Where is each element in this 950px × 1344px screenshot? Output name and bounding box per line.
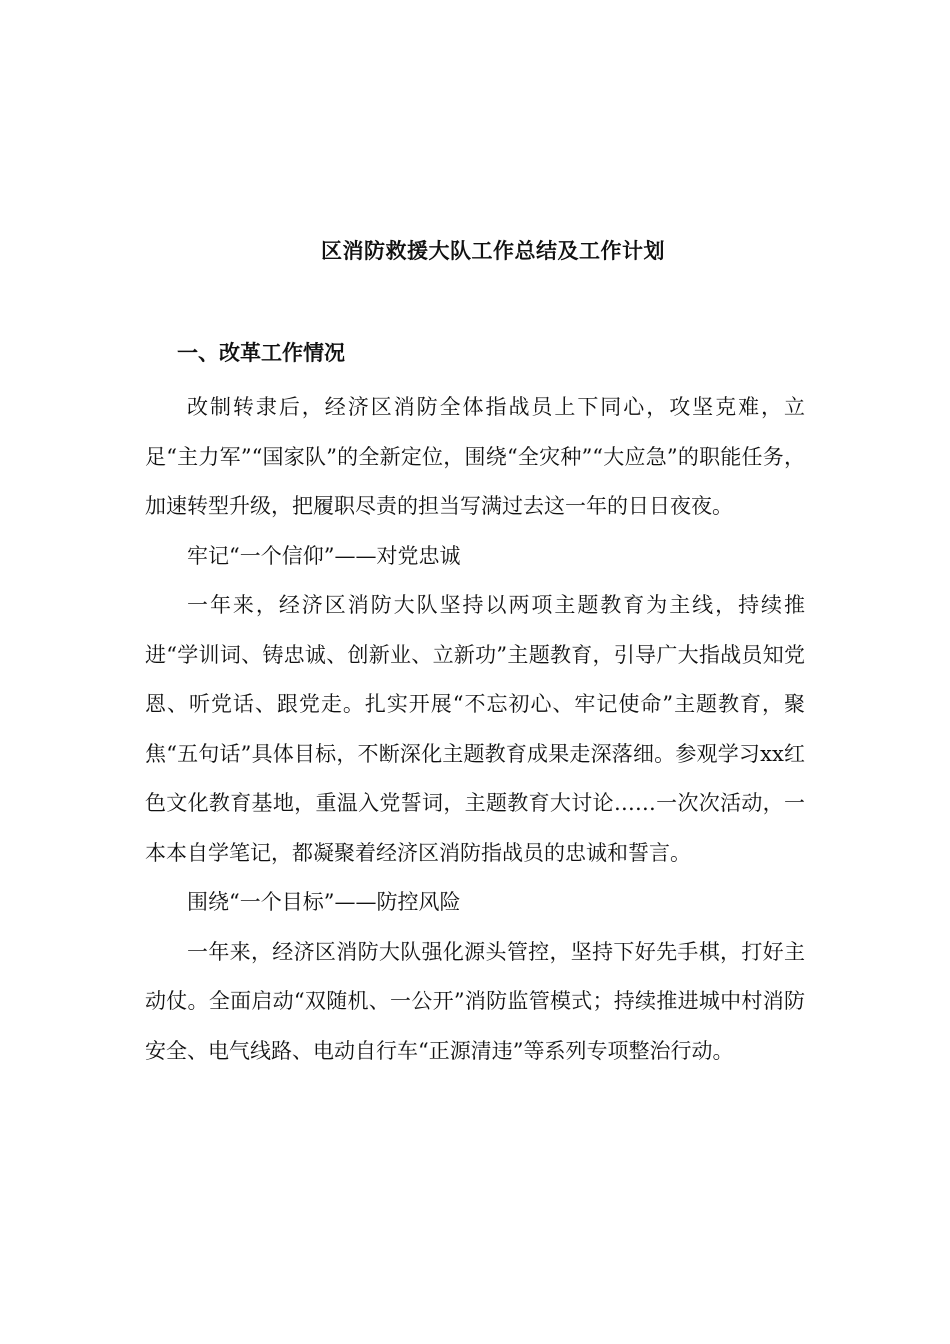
paragraph-loyalty: 一年来，经济区消防大队坚持以两项主题教育为主线，持续推进“学训词、铸忠诚、创新业、立新功”主题教育，引导广大指战员知党恩、听党话、跟党走。扎实开展“不忘初心、牢记使命”主题教育，聚焦“五句话”具体目标，不断深化主题教育成果走深落细。参观学习xx红色文化教育基地，重温入党誓词，主题教育大讨论……一次次活动，一本本自学笔记，都凝聚着经济区消防指战员的忠诚和誓言。 (145, 593, 805, 865)
paragraph-intro: 改制转隶后，经济区消防全体指战员上下同心，攻坚克难，立足“主力军”“国家队”的全新定位，围绕“全灾种”“大应急”的职能任务，加速转型升级，把履职尽责的担当写满过去这一年的日日夜夜。 (145, 395, 805, 518)
paragraph-subheading-risk: 围绕“一个目标”——防控风险 (187, 890, 461, 914)
paragraph-risk: 一年来，经济区消防大队强化源头管控，坚持下好先手棋，打好主动仗。全面启动“双随机、一公开”消防监管模式；持续推进城中村消防安全、电气线路、电动自行车“正源清违”等系列专项整治行动。 (145, 939, 805, 1063)
document-title: 区消防救援大队工作总结及工作计划 (321, 238, 665, 263)
section-heading: 一、改革工作情况 (177, 340, 345, 365)
paragraph-subheading-loyalty: 牢记“一个信仰”——对党忠诚 (187, 543, 461, 568)
document-body (145, 383, 805, 1076)
